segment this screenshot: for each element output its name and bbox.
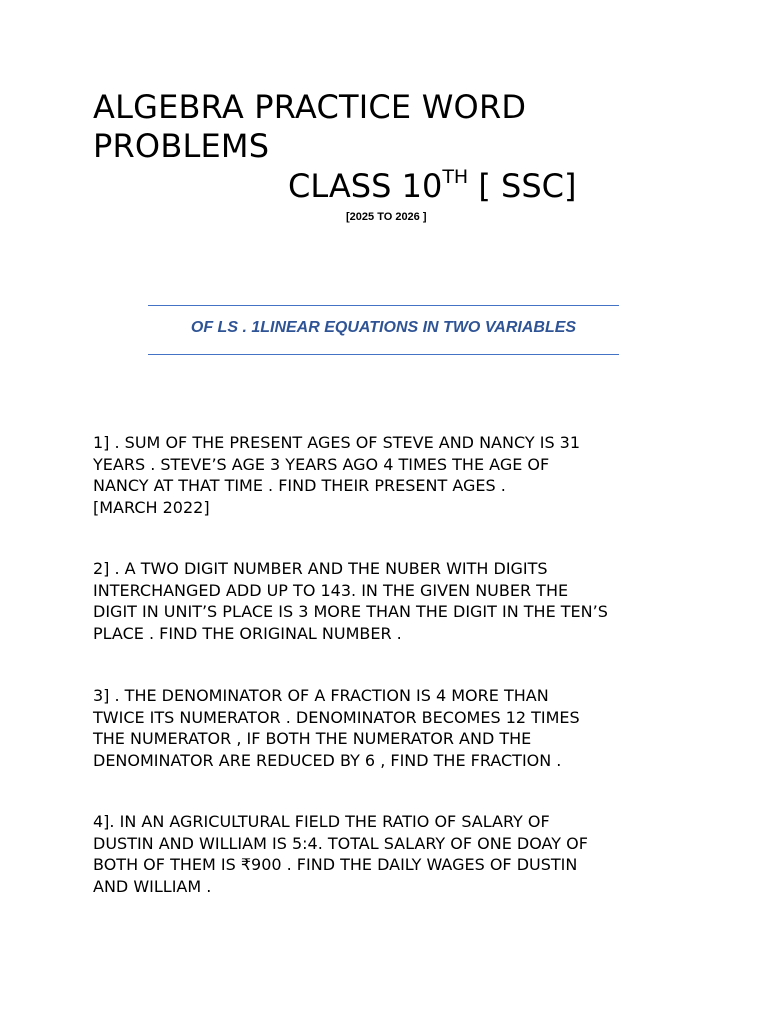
year-range: [2025 TO 2026 ]	[346, 211, 427, 223]
chapter-rule-top	[148, 305, 619, 306]
class-superscript: TH	[442, 166, 469, 189]
class-heading	[288, 166, 577, 206]
question-2: 2] . A TWO DIGIT NUMBER AND THE NUBER WITH DIGITS INTERCHANGED ADD UP TO 143. IN THE GIVEN NUBER THE DIGIT IN UNIT’S PLACE IS 3 MORE THAN THE DIGIT IN THE TEN’S PLACE . FIND THE ORIGINAL NUMBER .	[93, 559, 608, 643]
chapter-rule-bottom	[148, 354, 619, 355]
class-prefix: CLASS 10	[288, 167, 443, 205]
title-line-2: PROBLEMS	[93, 127, 270, 165]
class-suffix: [ SSC]	[468, 167, 577, 205]
question-3: 3] . THE DENOMINATOR OF A FRACTION IS 4 MORE THAN TWICE ITS NUMERATOR . DENOMINATOR BECOMES 12 TIMES THE NUMERATOR , IF BOTH THE NUMERATOR AND THE DENOMINATOR ARE REDUCED BY 6 , FIND THE FRACTION .	[93, 686, 580, 770]
question-1: 1] . SUM OF THE PRESENT AGES OF STEVE AND NANCY IS 31 YEARS . STEVE’S AGE 3 YEARS AGO 4 TIMES THE AGE OF NANCY AT THAT TIME . FIND THEIR PRESENT AGES . [MARCH 2022]	[93, 433, 581, 517]
title-line-1: ALGEBRA PRACTICE WORD	[93, 88, 527, 126]
chapter-heading: OF LS . 1LINEAR EQUATIONS IN TWO VARIABLES	[190, 319, 577, 336]
question-4: 4]. IN AN AGRICULTURAL FIELD THE RATIO OF SALARY OF DUSTIN AND WILLIAM IS 5:4. TOTAL SALARY OF ONE DOAY OF BOTH OF THEM IS ₹900 . FIND THE DAILY WAGES OF DUSTIN AND WILLIAM .	[93, 812, 588, 896]
